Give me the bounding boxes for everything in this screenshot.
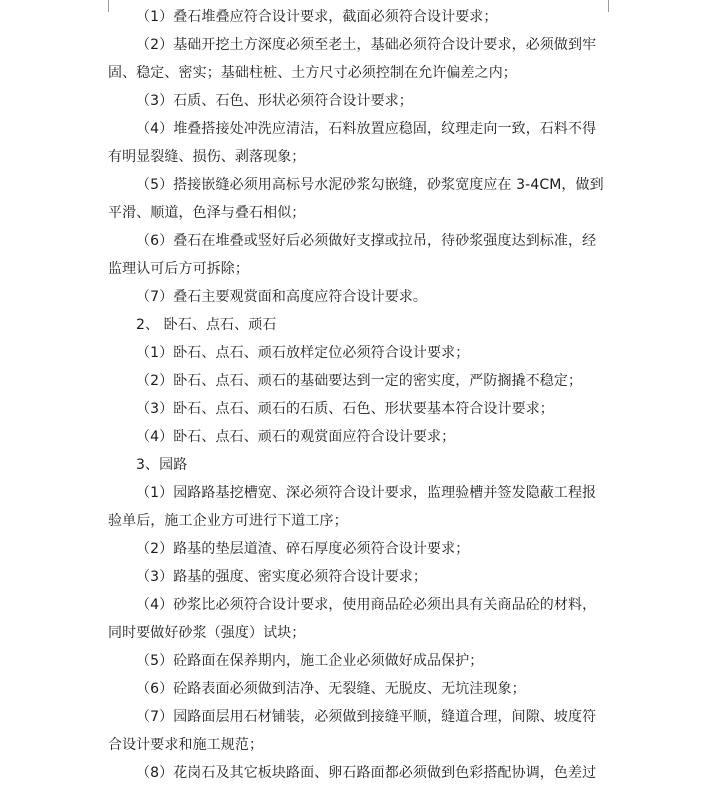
text-line: （2）卧石、点石、顽石的基础要达到一定的密实度，严防搁撬不稳定； (136, 373, 583, 389)
text-line: （6）砼路表面必须做到洁净、无裂缝、无脱皮、无坑洼现象； (136, 681, 526, 697)
text-line: （2）路基的垫层道渣、碎石厚度必须符合设计要求； (136, 541, 470, 557)
text-line: （3）卧石、点石、顽石的石质、石色、形状要基本符合设计要求； (136, 401, 554, 417)
text-line: 监理认可后方可拆除； (108, 261, 249, 277)
text-line: 同时要做好砂浆（强度）试块； (108, 625, 306, 641)
text-line: 平滑、顺道，色泽与叠石相似； (108, 205, 306, 221)
text-line: （4）堆叠搭接处冲洗应清洁，石料放置应稳固，纹理走向一致，石料不得 (136, 121, 597, 137)
text-line: （7）叠石主要观赏面和高度应符合设计要求。 (136, 289, 428, 305)
text-line: 2、 卧石、点石、顽石 (136, 317, 277, 333)
text-line: （1）园路路基挖槽宽、深必须符合设计要求，监理验槽并签发隐蔽工程报 (136, 485, 597, 501)
text-line: 固、稳定、密实；基础柱桩、土方尺寸必须控制在允许偏差之内； (108, 65, 517, 81)
text-line: （6）叠石在堆叠或竖好后必须做好支撑或拉吊，待砂浆强度达到标准，经 (136, 233, 597, 249)
text-line: （5）砼路面在保养期内，施工企业必须做好成品保护； (136, 653, 484, 669)
text-line: （8）花岗石及其它板块路面、卵石路面都必须做到色彩搭配协调，色差过 (136, 765, 597, 781)
text-line: （5）搭接嵌缝必须用高标号水泥砂浆勾嵌缝，砂浆宽度应在 3-4CM，做到 (136, 177, 604, 193)
text-line: 合设计要求和施工规范； (108, 737, 264, 753)
text-line: （2）基础开挖土方深度必须至老土，基础必须符合设计要求，必须做到牢 (136, 37, 597, 53)
text-line: 有明显裂缝、损伤、剥落现象； (108, 149, 306, 165)
text-line: 3、园路 (136, 457, 188, 473)
text-line: （3）路基的强度、密实度必须符合设计要求； (136, 569, 428, 585)
text-line: （7）园路面层用石材铺装，必须做到接缝平顺，缝道合理，间隙、坡度符 (136, 709, 597, 725)
text-line: （1）叠石堆叠应符合设计要求，截面必须符合设计要求； (136, 9, 498, 25)
text-line: （4）卧石、点石、顽石的观赏面应符合设计要求； (136, 429, 456, 445)
text-line: 验单后，施工企业方可进行下道工序； (108, 513, 348, 529)
text-line: （1）卧石、点石、顽石放样定位必须符合设计要求； (136, 345, 470, 361)
text-line: （3）石质、石色、形状必须符合设计要求； (136, 93, 413, 109)
text-line: （4）砂浆比必须符合设计要求，使用商品砼必须出具有关商品砼的材料， (136, 597, 597, 613)
page-corner-mark-right (608, 0, 621, 12)
document-body (108, 3, 608, 787)
